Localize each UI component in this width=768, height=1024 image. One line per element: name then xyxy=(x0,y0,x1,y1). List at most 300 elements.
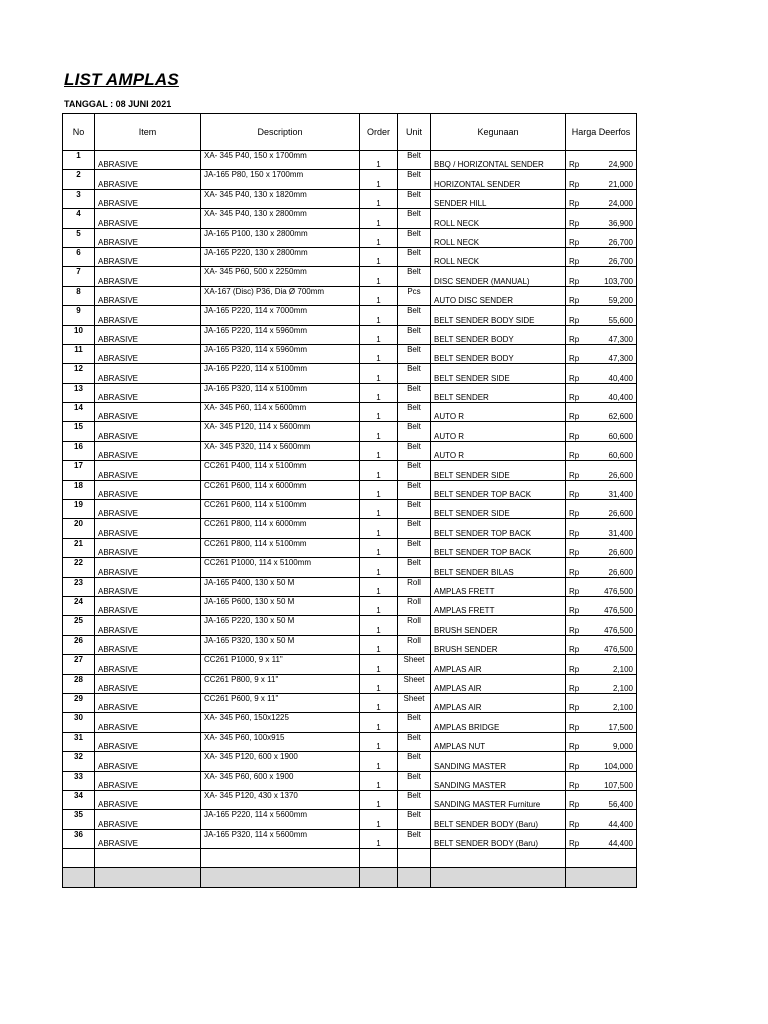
table-row xyxy=(63,228,637,247)
currency-label: Rp xyxy=(569,625,580,635)
row-number: 21 xyxy=(63,538,95,557)
price-amount: 26,700 xyxy=(608,237,633,247)
row-number: 22 xyxy=(63,558,95,577)
row-kegunaan: SANDING MASTER xyxy=(431,771,566,790)
row-item: ABRASIVE xyxy=(95,441,201,460)
row-item: ABRASIVE xyxy=(95,713,201,732)
row-order: 1 xyxy=(360,810,398,829)
table-row xyxy=(63,364,637,383)
row-harga xyxy=(566,422,637,441)
header-description: Description xyxy=(201,114,360,151)
row-item: ABRASIVE xyxy=(95,519,201,538)
row-item: ABRASIVE xyxy=(95,752,201,771)
currency-label: Rp xyxy=(569,742,580,752)
table-row xyxy=(63,519,637,538)
row-order: 1 xyxy=(360,616,398,635)
price-amount: 62,600 xyxy=(608,412,633,422)
row-order: 1 xyxy=(360,558,398,577)
row-harga xyxy=(566,655,637,674)
row-harga xyxy=(566,209,637,228)
row-kegunaan: SANDING MASTER Furniture xyxy=(431,790,566,809)
row-item: ABRASIVE xyxy=(95,674,201,693)
row-kegunaan: BELT SENDER BODY xyxy=(431,344,566,363)
row-item: ABRASIVE xyxy=(95,635,201,654)
table-row xyxy=(63,713,637,732)
row-item: ABRASIVE xyxy=(95,538,201,557)
price-amount: 103,700 xyxy=(604,276,633,286)
row-description: CC261 P800, 114 x 5100mm xyxy=(201,538,360,557)
row-kegunaan: ROLL NECK xyxy=(431,228,566,247)
empty-cell xyxy=(431,849,566,868)
table-row xyxy=(63,616,637,635)
price-amount: 9,000 xyxy=(612,742,633,752)
row-description: XA- 345 P60, 114 x 5600mm xyxy=(201,403,360,422)
row-order: 1 xyxy=(360,577,398,596)
row-harga xyxy=(566,713,637,732)
row-description: CC261 P600, 9 x 11" xyxy=(201,693,360,712)
currency-label: Rp xyxy=(569,354,580,364)
currency-label: Rp xyxy=(569,179,580,189)
row-number: 14 xyxy=(63,403,95,422)
footer-cell xyxy=(63,868,95,887)
row-unit: Belt xyxy=(398,151,431,170)
row-harga xyxy=(566,538,637,557)
header-kegunaan: Kegunaan xyxy=(431,114,566,151)
row-unit: Belt xyxy=(398,383,431,402)
row-description: XA-167 (Disc) P36, Dia Ø 700mm xyxy=(201,286,360,305)
row-harga xyxy=(566,306,637,325)
price-amount: 26,600 xyxy=(608,470,633,480)
row-number: 9 xyxy=(63,306,95,325)
row-harga xyxy=(566,500,637,519)
currency-label: Rp xyxy=(569,160,580,170)
row-description: JA-165 P600, 130 x 50 M xyxy=(201,596,360,615)
row-order: 1 xyxy=(360,519,398,538)
table-body xyxy=(63,151,637,888)
row-kegunaan: BBQ / HORIZONTAL SENDER xyxy=(431,151,566,170)
row-order: 1 xyxy=(360,635,398,654)
row-item: ABRASIVE xyxy=(95,209,201,228)
row-unit: Sheet xyxy=(398,674,431,693)
row-number: 6 xyxy=(63,247,95,266)
row-order: 1 xyxy=(360,209,398,228)
empty-cell xyxy=(360,849,398,868)
row-item: ABRASIVE xyxy=(95,461,201,480)
table-row xyxy=(63,441,637,460)
row-order: 1 xyxy=(360,752,398,771)
row-item: ABRASIVE xyxy=(95,596,201,615)
row-number: 18 xyxy=(63,480,95,499)
row-kegunaan: BELT SENDER TOP BACK xyxy=(431,480,566,499)
row-harga xyxy=(566,519,637,538)
table-row xyxy=(63,810,637,829)
row-kegunaan: SANDING MASTER xyxy=(431,752,566,771)
row-kegunaan: AUTO DISC SENDER xyxy=(431,286,566,305)
row-harga xyxy=(566,267,637,286)
row-harga xyxy=(566,228,637,247)
row-description: CC261 P600, 114 x 6000mm xyxy=(201,480,360,499)
row-number: 13 xyxy=(63,383,95,402)
currency-label: Rp xyxy=(569,761,580,771)
row-order: 1 xyxy=(360,790,398,809)
row-number: 29 xyxy=(63,693,95,712)
row-number: 24 xyxy=(63,596,95,615)
row-kegunaan: ROLL NECK xyxy=(431,247,566,266)
row-order: 1 xyxy=(360,480,398,499)
row-order: 1 xyxy=(360,403,398,422)
table-row xyxy=(63,790,637,809)
price-amount: 47,300 xyxy=(608,334,633,344)
document-date: TANGGAL : 08 JUNI 2021 xyxy=(64,99,172,109)
row-unit: Belt xyxy=(398,790,431,809)
row-description: JA-165 P220, 114 x 5100mm xyxy=(201,364,360,383)
row-description: CC261 P800, 114 x 6000mm xyxy=(201,519,360,538)
row-description: XA- 345 P60, 600 x 1900 xyxy=(201,771,360,790)
price-amount: 107,500 xyxy=(604,780,633,790)
row-item: ABRASIVE xyxy=(95,790,201,809)
currency-label: Rp xyxy=(569,683,580,693)
row-description: JA-165 P220, 114 x 5600mm xyxy=(201,810,360,829)
currency-label: Rp xyxy=(569,645,580,655)
currency-label: Rp xyxy=(569,276,580,286)
row-description: JA-165 P320, 130 x 50 M xyxy=(201,635,360,654)
row-kegunaan: AMPLAS AIR xyxy=(431,674,566,693)
row-order: 1 xyxy=(360,286,398,305)
row-description: XA- 345 P120, 600 x 1900 xyxy=(201,752,360,771)
currency-label: Rp xyxy=(569,606,580,616)
row-item: ABRASIVE xyxy=(95,364,201,383)
table-row xyxy=(63,170,637,189)
row-number: 26 xyxy=(63,635,95,654)
row-kegunaan: BELT SENDER SIDE xyxy=(431,500,566,519)
currency-label: Rp xyxy=(569,586,580,596)
table-row xyxy=(63,422,637,441)
table-row xyxy=(63,577,637,596)
row-unit: Belt xyxy=(398,228,431,247)
row-description: XA- 345 P60, 500 x 2250mm xyxy=(201,267,360,286)
row-order: 1 xyxy=(360,383,398,402)
row-order: 1 xyxy=(360,461,398,480)
row-kegunaan: AUTO R xyxy=(431,441,566,460)
row-harga xyxy=(566,247,637,266)
price-amount: 476,500 xyxy=(604,625,633,635)
row-item: ABRASIVE xyxy=(95,558,201,577)
row-order: 1 xyxy=(360,267,398,286)
price-amount: 26,600 xyxy=(608,509,633,519)
currency-label: Rp xyxy=(569,490,580,500)
currency-label: Rp xyxy=(569,819,580,829)
row-order: 1 xyxy=(360,771,398,790)
row-harga xyxy=(566,596,637,615)
row-kegunaan: HORIZONTAL SENDER xyxy=(431,170,566,189)
row-unit: Belt xyxy=(398,325,431,344)
footer-cell xyxy=(398,868,431,887)
price-amount: 47,300 xyxy=(608,354,633,364)
row-harga xyxy=(566,732,637,751)
row-description: JA-165 P220, 130 x 50 M xyxy=(201,616,360,635)
row-unit: Belt xyxy=(398,189,431,208)
table-footer-row xyxy=(63,868,637,887)
row-unit: Belt xyxy=(398,810,431,829)
row-item: ABRASIVE xyxy=(95,810,201,829)
row-kegunaan: SENDER HILL xyxy=(431,189,566,208)
row-description: XA- 345 P120, 114 x 5600mm xyxy=(201,422,360,441)
currency-label: Rp xyxy=(569,800,580,810)
row-order: 1 xyxy=(360,189,398,208)
row-number: 34 xyxy=(63,790,95,809)
row-order: 1 xyxy=(360,422,398,441)
row-unit: Belt xyxy=(398,209,431,228)
price-amount: 40,400 xyxy=(608,373,633,383)
row-order: 1 xyxy=(360,655,398,674)
row-order: 1 xyxy=(360,325,398,344)
row-description: JA-165 P320, 114 x 5600mm xyxy=(201,829,360,848)
price-amount: 2,100 xyxy=(612,683,633,693)
price-amount: 2,100 xyxy=(612,703,633,713)
table-row xyxy=(63,286,637,305)
row-kegunaan: BELT SENDER BODY xyxy=(431,325,566,344)
row-harga xyxy=(566,558,637,577)
row-description: XA- 345 P60, 150x1225 xyxy=(201,713,360,732)
row-item: ABRASIVE xyxy=(95,189,201,208)
table-row xyxy=(63,480,637,499)
row-kegunaan: BELT SENDER SIDE xyxy=(431,364,566,383)
row-item: ABRASIVE xyxy=(95,500,201,519)
row-kegunaan: BRUSH SENDER xyxy=(431,635,566,654)
empty-cell xyxy=(95,849,201,868)
row-description: CC261 P600, 114 x 5100mm xyxy=(201,500,360,519)
row-order: 1 xyxy=(360,247,398,266)
currency-label: Rp xyxy=(569,412,580,422)
row-kegunaan: BELT SENDER SIDE xyxy=(431,461,566,480)
empty-cell xyxy=(201,849,360,868)
row-harga xyxy=(566,674,637,693)
row-number: 7 xyxy=(63,267,95,286)
row-number: 5 xyxy=(63,228,95,247)
currency-label: Rp xyxy=(569,528,580,538)
row-description: JA-165 P220, 114 x 5960mm xyxy=(201,325,360,344)
table-row xyxy=(63,306,637,325)
row-order: 1 xyxy=(360,596,398,615)
currency-label: Rp xyxy=(569,199,580,209)
row-number: 36 xyxy=(63,829,95,848)
row-unit: Belt xyxy=(398,519,431,538)
row-item: ABRASIVE xyxy=(95,403,201,422)
row-harga xyxy=(566,344,637,363)
row-unit: Belt xyxy=(398,344,431,363)
row-kegunaan: AMPLAS NUT xyxy=(431,732,566,751)
row-description: CC261 P1000, 114 x 5100mm xyxy=(201,558,360,577)
row-kegunaan: BELT SENDER BILAS xyxy=(431,558,566,577)
currency-label: Rp xyxy=(569,334,580,344)
row-kegunaan: BELT SENDER TOP BACK xyxy=(431,519,566,538)
row-description: XA- 345 P320, 114 x 5600mm xyxy=(201,441,360,460)
table-row xyxy=(63,247,637,266)
row-unit: Belt xyxy=(398,461,431,480)
row-harga xyxy=(566,441,637,460)
row-kegunaan: AMPLAS AIR xyxy=(431,693,566,712)
row-item: ABRASIVE xyxy=(95,228,201,247)
currency-label: Rp xyxy=(569,393,580,403)
table-row xyxy=(63,209,637,228)
row-order: 1 xyxy=(360,500,398,519)
footer-cell xyxy=(431,868,566,887)
table-row xyxy=(63,635,637,654)
row-description: CC261 P800, 9 x 11" xyxy=(201,674,360,693)
row-unit: Pcs xyxy=(398,286,431,305)
row-order: 1 xyxy=(360,538,398,557)
price-amount: 26,700 xyxy=(608,257,633,267)
table-row xyxy=(63,267,637,286)
row-order: 1 xyxy=(360,829,398,848)
header-no: No xyxy=(63,114,95,151)
row-kegunaan: AUTO R xyxy=(431,403,566,422)
row-description: XA- 345 P60, 100x915 xyxy=(201,732,360,751)
row-number: 25 xyxy=(63,616,95,635)
table-row xyxy=(63,325,637,344)
price-amount: 17,500 xyxy=(608,722,633,732)
price-amount: 476,500 xyxy=(604,606,633,616)
table-row xyxy=(63,732,637,751)
amplas-table xyxy=(62,113,637,888)
row-number: 20 xyxy=(63,519,95,538)
row-number: 2 xyxy=(63,170,95,189)
currency-label: Rp xyxy=(569,257,580,267)
row-unit: Belt xyxy=(398,403,431,422)
row-kegunaan: AMPLAS FRETT xyxy=(431,577,566,596)
price-amount: 59,200 xyxy=(608,296,633,306)
document-title: LIST AMPLAS xyxy=(64,70,179,89)
row-item: ABRASIVE xyxy=(95,306,201,325)
row-number: 10 xyxy=(63,325,95,344)
table-row xyxy=(63,693,637,712)
row-harga xyxy=(566,829,637,848)
row-number: 8 xyxy=(63,286,95,305)
table-row xyxy=(63,189,637,208)
row-unit: Belt xyxy=(398,771,431,790)
row-description: CC261 P1000, 9 x 11" xyxy=(201,655,360,674)
row-order: 1 xyxy=(360,674,398,693)
price-amount: 44,400 xyxy=(608,819,633,829)
price-amount: 36,900 xyxy=(608,218,633,228)
row-unit: Belt xyxy=(398,422,431,441)
row-description: JA-165 P320, 114 x 5100mm xyxy=(201,383,360,402)
row-item: ABRASIVE xyxy=(95,693,201,712)
row-unit: Sheet xyxy=(398,655,431,674)
row-kegunaan: BELT SENDER xyxy=(431,383,566,402)
currency-label: Rp xyxy=(569,431,580,441)
price-amount: 60,600 xyxy=(608,451,633,461)
price-amount: 104,000 xyxy=(604,761,633,771)
row-harga xyxy=(566,286,637,305)
row-number: 19 xyxy=(63,500,95,519)
row-kegunaan: AMPLAS FRETT xyxy=(431,596,566,615)
row-number: 16 xyxy=(63,441,95,460)
table-row xyxy=(63,829,637,848)
row-number: 15 xyxy=(63,422,95,441)
row-description: JA-165 P220, 130 x 2800mm xyxy=(201,247,360,266)
row-description: JA-165 P100, 130 x 2800mm xyxy=(201,228,360,247)
row-kegunaan: BRUSH SENDER xyxy=(431,616,566,635)
table-row xyxy=(63,655,637,674)
currency-label: Rp xyxy=(569,218,580,228)
row-harga xyxy=(566,170,637,189)
row-harga xyxy=(566,461,637,480)
row-item: ABRASIVE xyxy=(95,829,201,848)
currency-label: Rp xyxy=(569,509,580,519)
row-order: 1 xyxy=(360,306,398,325)
price-amount: 31,400 xyxy=(608,528,633,538)
price-amount: 26,600 xyxy=(608,548,633,558)
row-unit: Roll xyxy=(398,577,431,596)
row-kegunaan: BELT SENDER BODY (Baru) xyxy=(431,810,566,829)
row-number: 23 xyxy=(63,577,95,596)
row-unit: Belt xyxy=(398,558,431,577)
row-number: 3 xyxy=(63,189,95,208)
row-unit: Belt xyxy=(398,732,431,751)
row-item: ABRASIVE xyxy=(95,267,201,286)
row-harga xyxy=(566,383,637,402)
row-unit: Roll xyxy=(398,635,431,654)
currency-label: Rp xyxy=(569,470,580,480)
row-item: ABRASIVE xyxy=(95,325,201,344)
price-amount: 40,400 xyxy=(608,393,633,403)
row-unit: Belt xyxy=(398,480,431,499)
row-unit: Sheet xyxy=(398,693,431,712)
row-item: ABRASIVE xyxy=(95,344,201,363)
price-amount: 55,600 xyxy=(608,315,633,325)
row-order: 1 xyxy=(360,441,398,460)
row-description: XA- 345 P40, 130 x 2800mm xyxy=(201,209,360,228)
row-kegunaan: BELT SENDER BODY SIDE xyxy=(431,306,566,325)
header-order: Order xyxy=(360,114,398,151)
row-unit: Belt xyxy=(398,441,431,460)
table-row xyxy=(63,383,637,402)
row-unit: Belt xyxy=(398,713,431,732)
footer-cell xyxy=(566,868,637,887)
empty-cell xyxy=(398,849,431,868)
row-kegunaan: AMPLAS BRIDGE xyxy=(431,713,566,732)
table-row xyxy=(63,752,637,771)
table-row xyxy=(63,344,637,363)
price-amount: 60,600 xyxy=(608,431,633,441)
row-harga xyxy=(566,752,637,771)
row-harga xyxy=(566,577,637,596)
row-number: 28 xyxy=(63,674,95,693)
row-unit: Belt xyxy=(398,829,431,848)
row-description: JA-165 P80, 150 x 1700mm xyxy=(201,170,360,189)
row-unit: Belt xyxy=(398,170,431,189)
row-number: 27 xyxy=(63,655,95,674)
row-number: 17 xyxy=(63,461,95,480)
table-row xyxy=(63,538,637,557)
row-order: 1 xyxy=(360,364,398,383)
row-item: ABRASIVE xyxy=(95,480,201,499)
row-number: 33 xyxy=(63,771,95,790)
price-amount: 24,900 xyxy=(608,160,633,170)
row-item: ABRASIVE xyxy=(95,732,201,751)
row-item: ABRASIVE xyxy=(95,771,201,790)
row-harga xyxy=(566,771,637,790)
row-order: 1 xyxy=(360,693,398,712)
row-item: ABRASIVE xyxy=(95,577,201,596)
row-kegunaan: DISC SENDER (MANUAL) xyxy=(431,267,566,286)
row-item: ABRASIVE xyxy=(95,422,201,441)
row-description: JA-165 P220, 114 x 7000mm xyxy=(201,306,360,325)
currency-label: Rp xyxy=(569,567,580,577)
row-number: 35 xyxy=(63,810,95,829)
row-unit: Belt xyxy=(398,267,431,286)
